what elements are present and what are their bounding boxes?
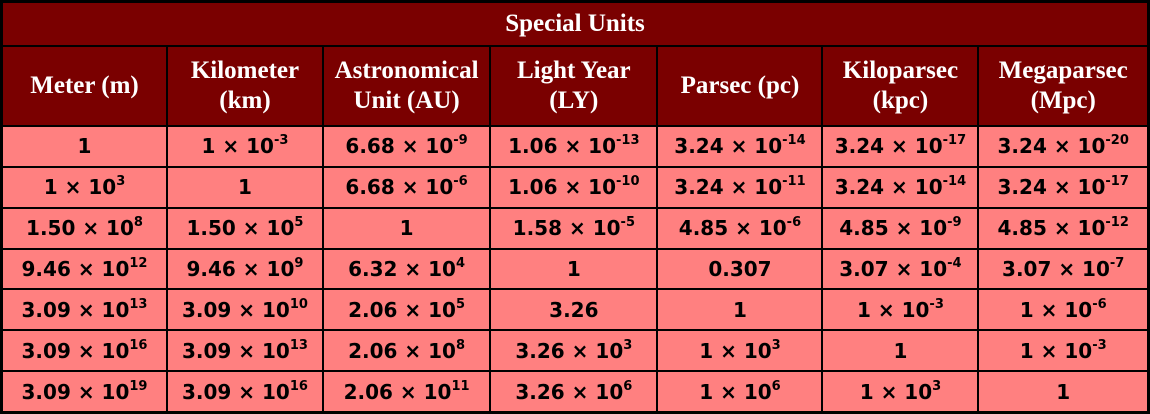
table-cell xyxy=(3,209,166,248)
column-header-line: Astronomical xyxy=(334,57,479,84)
cell-value: 3.09 × 10 xyxy=(21,297,130,322)
table-cell xyxy=(979,331,1147,370)
table-cell xyxy=(658,372,821,411)
cell-value: 4.85 × 10 xyxy=(839,216,948,241)
cell-value: 6.68 × 10 xyxy=(345,134,454,159)
cell-value: 3.07 × 10 xyxy=(1002,256,1110,281)
table-cell xyxy=(979,168,1147,207)
cell-value: 3.26 xyxy=(549,297,599,322)
table-cell xyxy=(658,331,821,370)
cell-value: 1.50 × 10 xyxy=(26,216,134,241)
cell-value: 3.09 × 10 xyxy=(21,379,130,404)
cell-value: 3.09 × 10 xyxy=(21,338,130,363)
table-row xyxy=(3,331,1147,370)
cell-exponent: 5 xyxy=(455,296,466,312)
cell-exponent: -9 xyxy=(453,133,468,149)
cell-exponent: 13 xyxy=(289,337,308,353)
column-header-line: (Mpc) xyxy=(1030,87,1096,114)
cell-value: 2.06 × 10 xyxy=(348,338,456,363)
table-cell xyxy=(979,290,1147,329)
column-header-line: Unit (AU) xyxy=(353,87,460,114)
cell-exponent: -7 xyxy=(1109,255,1125,271)
table-cell xyxy=(658,290,821,329)
table-cell xyxy=(979,372,1147,411)
table-cell xyxy=(658,209,821,248)
table-cell xyxy=(823,331,977,370)
table-cell xyxy=(3,168,166,207)
cell-exponent: 3 xyxy=(932,378,942,394)
cell-exponent: 19 xyxy=(129,378,148,394)
cell-value: 1.50 × 10 xyxy=(186,216,295,241)
cell-exponent: -5 xyxy=(620,215,635,231)
table-row xyxy=(3,209,1147,248)
cell-exponent: -17 xyxy=(1105,174,1129,190)
cell-exponent: -11 xyxy=(782,174,806,190)
cell-value: 9.46 × 10 xyxy=(21,256,130,281)
table-cell xyxy=(491,331,656,370)
table-cell xyxy=(979,209,1147,248)
table-cell xyxy=(658,127,821,166)
column-header-line: Kiloparsec xyxy=(842,57,959,84)
column-header-line: Parsec (pc) xyxy=(680,72,800,99)
cell-value: 1.06 × 10 xyxy=(508,134,617,159)
cell-exponent: -12 xyxy=(1105,215,1129,231)
table-cell xyxy=(168,168,322,207)
cell-value: 2.06 × 10 xyxy=(348,297,456,322)
cell-exponent: 9 xyxy=(294,255,304,271)
cell-exponent: 13 xyxy=(129,296,148,312)
column-header-megaparsec xyxy=(979,47,1147,125)
cell-value: 3.26 × 10 xyxy=(515,338,624,363)
title-row xyxy=(3,3,1147,45)
cell-value: 3.09 × 10 xyxy=(181,379,290,404)
table-cell xyxy=(168,209,322,248)
cell-exponent: 6 xyxy=(623,378,633,394)
table-cell xyxy=(168,250,322,289)
table-cell xyxy=(324,331,489,370)
column-header-line: Megaparsec xyxy=(998,57,1128,84)
cell-value: 4.85 × 10 xyxy=(678,216,787,241)
column-header-astronomical xyxy=(324,47,489,125)
cell-exponent: 16 xyxy=(289,378,308,394)
cell-exponent: 16 xyxy=(129,337,148,353)
table-cell xyxy=(823,168,977,207)
table-cell xyxy=(3,372,166,411)
cell-value: 2.06 × 10 xyxy=(343,379,452,404)
cell-exponent: 6 xyxy=(771,378,781,394)
table-cell xyxy=(979,250,1147,289)
cell-exponent: 3 xyxy=(623,337,633,353)
cell-value: 1 xyxy=(566,256,581,281)
cell-value: 1 × 10 xyxy=(1019,297,1093,322)
cell-value: 1 xyxy=(1056,379,1071,404)
table-row xyxy=(3,127,1147,166)
cell-exponent: -6 xyxy=(786,215,802,231)
cell-exponent: -9 xyxy=(947,215,962,231)
special-units-table xyxy=(1,1,1149,413)
table-row xyxy=(3,168,1147,207)
cell-value: 1 × 10 xyxy=(43,175,117,200)
column-header-kilometer xyxy=(168,47,322,125)
cell-exponent: -14 xyxy=(782,133,806,149)
cell-exponent: -4 xyxy=(947,255,962,271)
table-cell xyxy=(491,372,656,411)
table-cell xyxy=(491,290,656,329)
table-cell xyxy=(823,290,977,329)
cell-value: 3.24 × 10 xyxy=(834,134,943,159)
column-header-line: Kilometer xyxy=(190,57,300,84)
cell-value: 9.46 × 10 xyxy=(186,256,295,281)
table-cell xyxy=(3,290,166,329)
column-header-parsec-pc xyxy=(658,47,821,125)
table-cell xyxy=(168,290,322,329)
cell-value: 1 × 10 xyxy=(201,134,274,159)
cell-value: 3.07 × 10 xyxy=(839,256,948,281)
table-cell xyxy=(491,127,656,166)
table-cell xyxy=(324,209,489,248)
cell-value: 1 × 10 xyxy=(856,297,930,322)
column-header-meter-m xyxy=(3,47,166,125)
cell-exponent: -13 xyxy=(616,133,640,149)
table-cell xyxy=(823,127,977,166)
cell-value: 3.09 × 10 xyxy=(181,338,290,363)
cell-value: 1 xyxy=(893,338,908,363)
table-cell xyxy=(979,127,1147,166)
cell-exponent: -3 xyxy=(1092,337,1107,353)
table-cell xyxy=(823,209,977,248)
cell-exponent: -3 xyxy=(273,133,289,149)
column-header-line: Meter (m) xyxy=(30,72,139,99)
cell-value: 0.307 xyxy=(708,256,772,281)
table-cell xyxy=(324,250,489,289)
table-cell xyxy=(3,127,166,166)
column-header-line: Light Year xyxy=(517,57,631,84)
cell-exponent: 8 xyxy=(133,215,143,231)
cell-exponent: -3 xyxy=(929,296,944,312)
cell-value: 3.09 × 10 xyxy=(181,297,290,322)
table-cell xyxy=(491,168,656,207)
table-body xyxy=(3,127,1147,411)
table-cell xyxy=(823,250,977,289)
table-cell xyxy=(658,250,821,289)
cell-value: 1 xyxy=(238,175,252,200)
cell-value: 1 × 10 xyxy=(1019,338,1093,363)
cell-value: 3.24 × 10 xyxy=(834,175,943,200)
table-title: Special Units xyxy=(3,3,1147,45)
table-cell xyxy=(823,372,977,411)
column-header-light-year xyxy=(491,47,656,125)
cell-value: 1 × 10 xyxy=(859,379,933,404)
column-header-line: (kpc) xyxy=(872,87,929,114)
table-cell xyxy=(3,250,166,289)
table-row xyxy=(3,372,1147,411)
cell-value: 1 × 10 xyxy=(699,338,772,363)
cell-exponent: 3 xyxy=(771,337,781,353)
cell-value: 1 × 10 xyxy=(699,379,772,404)
table-cell xyxy=(324,372,489,411)
cell-exponent: 12 xyxy=(129,255,148,271)
cell-exponent: 11 xyxy=(451,378,470,394)
table-cell xyxy=(658,168,821,207)
cell-exponent: 3 xyxy=(116,174,126,190)
cell-exponent: 4 xyxy=(455,255,466,271)
cell-value: 3.24 × 10 xyxy=(674,134,783,159)
table-cell xyxy=(168,127,322,166)
cell-value: 6.68 × 10 xyxy=(345,175,454,200)
cell-exponent: 10 xyxy=(289,296,308,312)
cell-value: 3.26 × 10 xyxy=(515,379,624,404)
cell-value: 3.24 × 10 xyxy=(997,134,1106,159)
cell-value: 1.58 × 10 xyxy=(512,216,621,241)
cell-exponent: -6 xyxy=(453,174,468,190)
table-cell xyxy=(491,250,656,289)
cell-exponent: 8 xyxy=(455,337,466,353)
cell-value: 1 xyxy=(733,297,747,322)
cell-value: 3.24 × 10 xyxy=(997,175,1106,200)
column-header-line: (LY) xyxy=(549,87,599,114)
table-row xyxy=(3,290,1147,329)
cell-exponent: -17 xyxy=(942,133,967,149)
table-cell xyxy=(3,331,166,370)
cell-value: 1.06 × 10 xyxy=(508,175,617,200)
table-cell xyxy=(324,168,489,207)
cell-value: 6.32 × 10 xyxy=(348,256,456,281)
cell-exponent: -6 xyxy=(1092,296,1107,312)
cell-exponent: -14 xyxy=(942,174,967,190)
column-header-kiloparsec xyxy=(823,47,977,125)
cell-value: 3.24 × 10 xyxy=(674,175,783,200)
header-row xyxy=(3,47,1147,125)
table-row xyxy=(3,250,1147,289)
table-cell xyxy=(324,290,489,329)
table-cell xyxy=(491,209,656,248)
cell-value: 1 xyxy=(77,134,92,159)
table-cell xyxy=(168,331,322,370)
table-cell xyxy=(168,372,322,411)
cell-value: 1 xyxy=(399,216,414,241)
column-header-line: (km) xyxy=(219,87,271,114)
cell-exponent: -10 xyxy=(616,174,640,190)
cell-exponent: 5 xyxy=(294,215,304,231)
cell-exponent: -20 xyxy=(1105,133,1129,149)
table-cell xyxy=(324,127,489,166)
cell-value: 4.85 × 10 xyxy=(997,216,1106,241)
